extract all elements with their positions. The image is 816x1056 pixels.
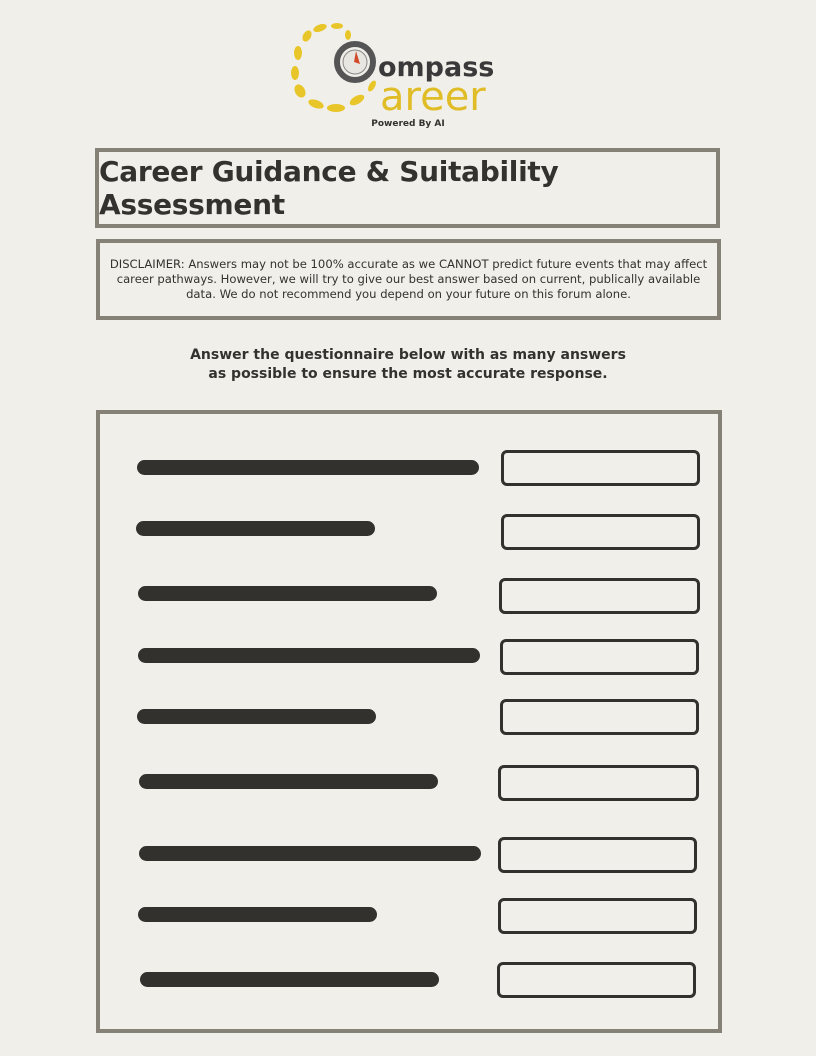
instructions-line-2: as possible to ensure the most accurate response. xyxy=(208,366,608,382)
question-label-placeholder xyxy=(138,586,437,601)
disclaimer-box xyxy=(96,239,721,320)
question-label-placeholder xyxy=(138,648,480,663)
logo-text-top: ompass xyxy=(378,52,495,83)
instructions xyxy=(0,346,816,384)
question-label-placeholder xyxy=(138,907,377,922)
logo-tagline: Powered By AI xyxy=(371,119,445,129)
question-label-placeholder xyxy=(137,709,376,724)
question-label-placeholder xyxy=(140,972,439,987)
logo-text-bottom: areer xyxy=(380,74,486,118)
question-label-placeholder xyxy=(139,774,438,789)
compass-career-logo xyxy=(280,18,540,118)
answer-input[interactable] xyxy=(498,898,697,934)
answer-input[interactable] xyxy=(501,450,700,486)
answer-input[interactable] xyxy=(498,765,699,801)
question-label-placeholder xyxy=(139,846,481,861)
question-label-placeholder xyxy=(136,521,375,536)
page-title: Career Guidance & Suitability Assessment xyxy=(99,155,559,221)
answer-input[interactable] xyxy=(498,837,697,873)
instructions-line-1: Answer the questionnaire below with as many answers xyxy=(190,347,626,363)
disclaimer-text: DISCLAIMER: Answers may not be 100% accurate as we CANNOT predict future events that may affect career pathways. However, we will try to give our best answer based on current, publically available data. We do not recommend you depend on your future on this forum alone. xyxy=(109,257,708,301)
answer-input[interactable] xyxy=(500,699,699,735)
logo-icon xyxy=(280,18,540,118)
answer-input[interactable] xyxy=(501,514,700,550)
answer-input[interactable] xyxy=(497,962,696,998)
answer-input[interactable] xyxy=(500,639,699,675)
answer-input[interactable] xyxy=(499,578,700,614)
page-title-box xyxy=(95,148,720,228)
question-label-placeholder xyxy=(137,460,479,475)
